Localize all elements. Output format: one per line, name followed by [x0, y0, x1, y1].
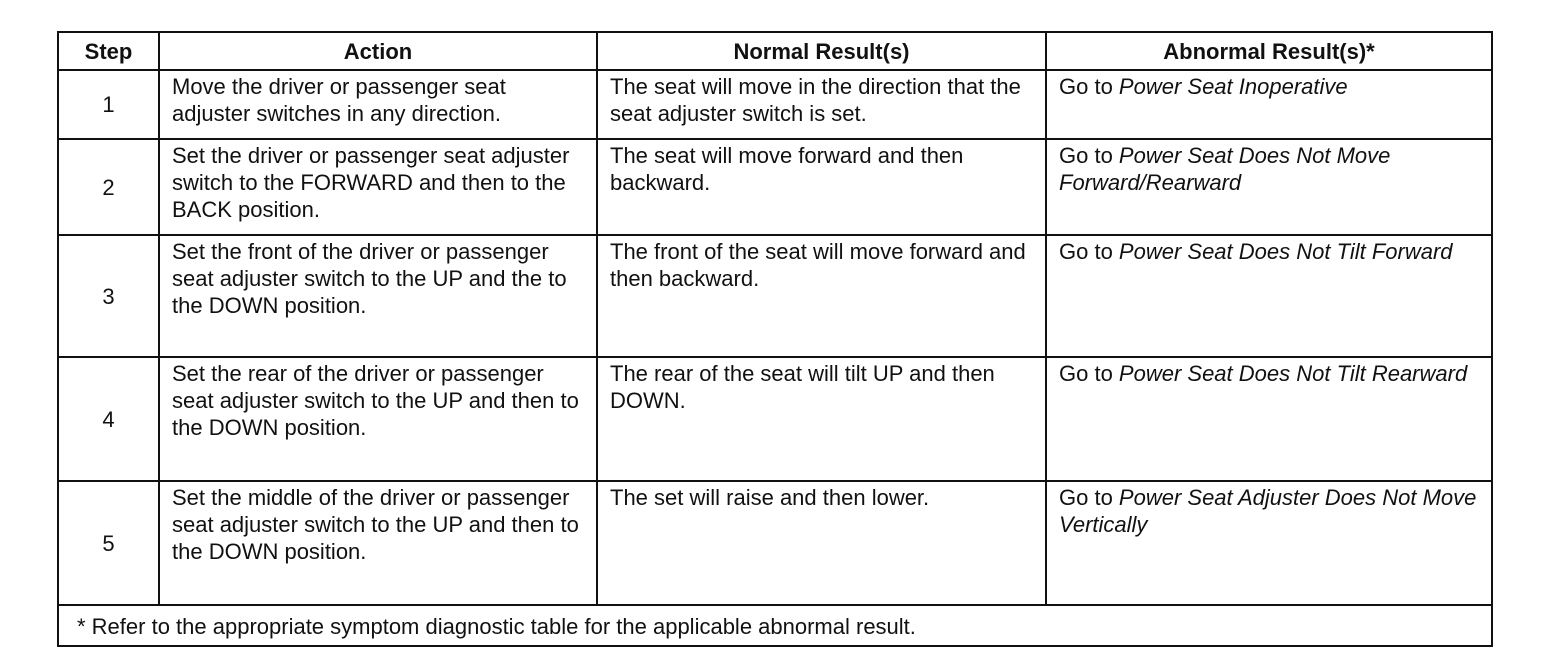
abnormal-prefix: Go to	[1059, 74, 1119, 99]
action-cell: Move the driver or passenger seat adjuster switches in any direction.	[159, 70, 597, 139]
header-abnormal-results: Abnormal Result(s)*	[1046, 32, 1492, 70]
step-number: 5	[58, 481, 159, 605]
abnormal-reference: Power Seat Inoperative	[1118, 74, 1348, 99]
table-header-row	[58, 32, 1492, 70]
abnormal-result-cell	[1046, 357, 1492, 481]
step-number: 4	[58, 357, 159, 481]
abnormal-prefix: Go to	[1059, 239, 1119, 264]
abnormal-reference: Power Seat Does Not Tilt Rearward	[1118, 361, 1468, 386]
action-cell: Set the middle of the driver or passenger seat adjuster switch to the UP and then to the DOWN position.	[159, 481, 597, 605]
table-row	[58, 481, 1492, 605]
normal-result-cell: The rear of the seat will tilt UP and then DOWN.	[597, 357, 1046, 481]
normal-result-cell: The seat will move in the direction that the seat adjuster switch is set.	[597, 70, 1046, 139]
action-cell: Set the driver or passenger seat adjuster switch to the FORWARD and then to the BACK position.	[159, 139, 597, 235]
action-cell: Set the rear of the driver or passenger seat adjuster switch to the UP and then to the DOWN position.	[159, 357, 597, 481]
abnormal-prefix: Go to	[1059, 485, 1119, 510]
header-normal-results: Normal Result(s)	[597, 32, 1046, 70]
abnormal-result-cell	[1046, 70, 1492, 139]
table-row	[58, 235, 1492, 357]
table-footnote-row	[58, 605, 1492, 646]
step-number: 2	[58, 139, 159, 235]
abnormal-result-cell	[1046, 235, 1492, 357]
action-cell: Set the front of the driver or passenger seat adjuster switch to the UP and the to the DOWN position.	[159, 235, 597, 357]
normal-result-cell: The set will raise and then lower.	[597, 481, 1046, 605]
header-step: Step	[58, 32, 159, 70]
abnormal-reference: Power Seat Does Not Tilt Forward	[1118, 239, 1453, 264]
diagnostic-table-container	[57, 31, 1491, 647]
abnormal-reference: Power Seat Adjuster Does Not Move Vertically	[1059, 485, 1477, 537]
footnote: * Refer to the appropriate symptom diagnostic table for the applicable abnormal result.	[58, 605, 1492, 646]
step-number: 3	[58, 235, 159, 357]
normal-result-cell: The front of the seat will move forward and then backward.	[597, 235, 1046, 357]
header-action: Action	[159, 32, 597, 70]
table-row	[58, 357, 1492, 481]
step-number: 1	[58, 70, 159, 139]
normal-result-cell: The seat will move forward and then backward.	[597, 139, 1046, 235]
abnormal-prefix: Go to	[1059, 361, 1119, 386]
table-row	[58, 139, 1492, 235]
abnormal-reference: Power Seat Does Not Move Forward/Rearward	[1059, 143, 1391, 195]
abnormal-prefix: Go to	[1059, 143, 1119, 168]
abnormal-result-cell	[1046, 139, 1492, 235]
diagnostic-table	[57, 31, 1493, 647]
table-row	[58, 70, 1492, 139]
abnormal-result-cell	[1046, 481, 1492, 605]
